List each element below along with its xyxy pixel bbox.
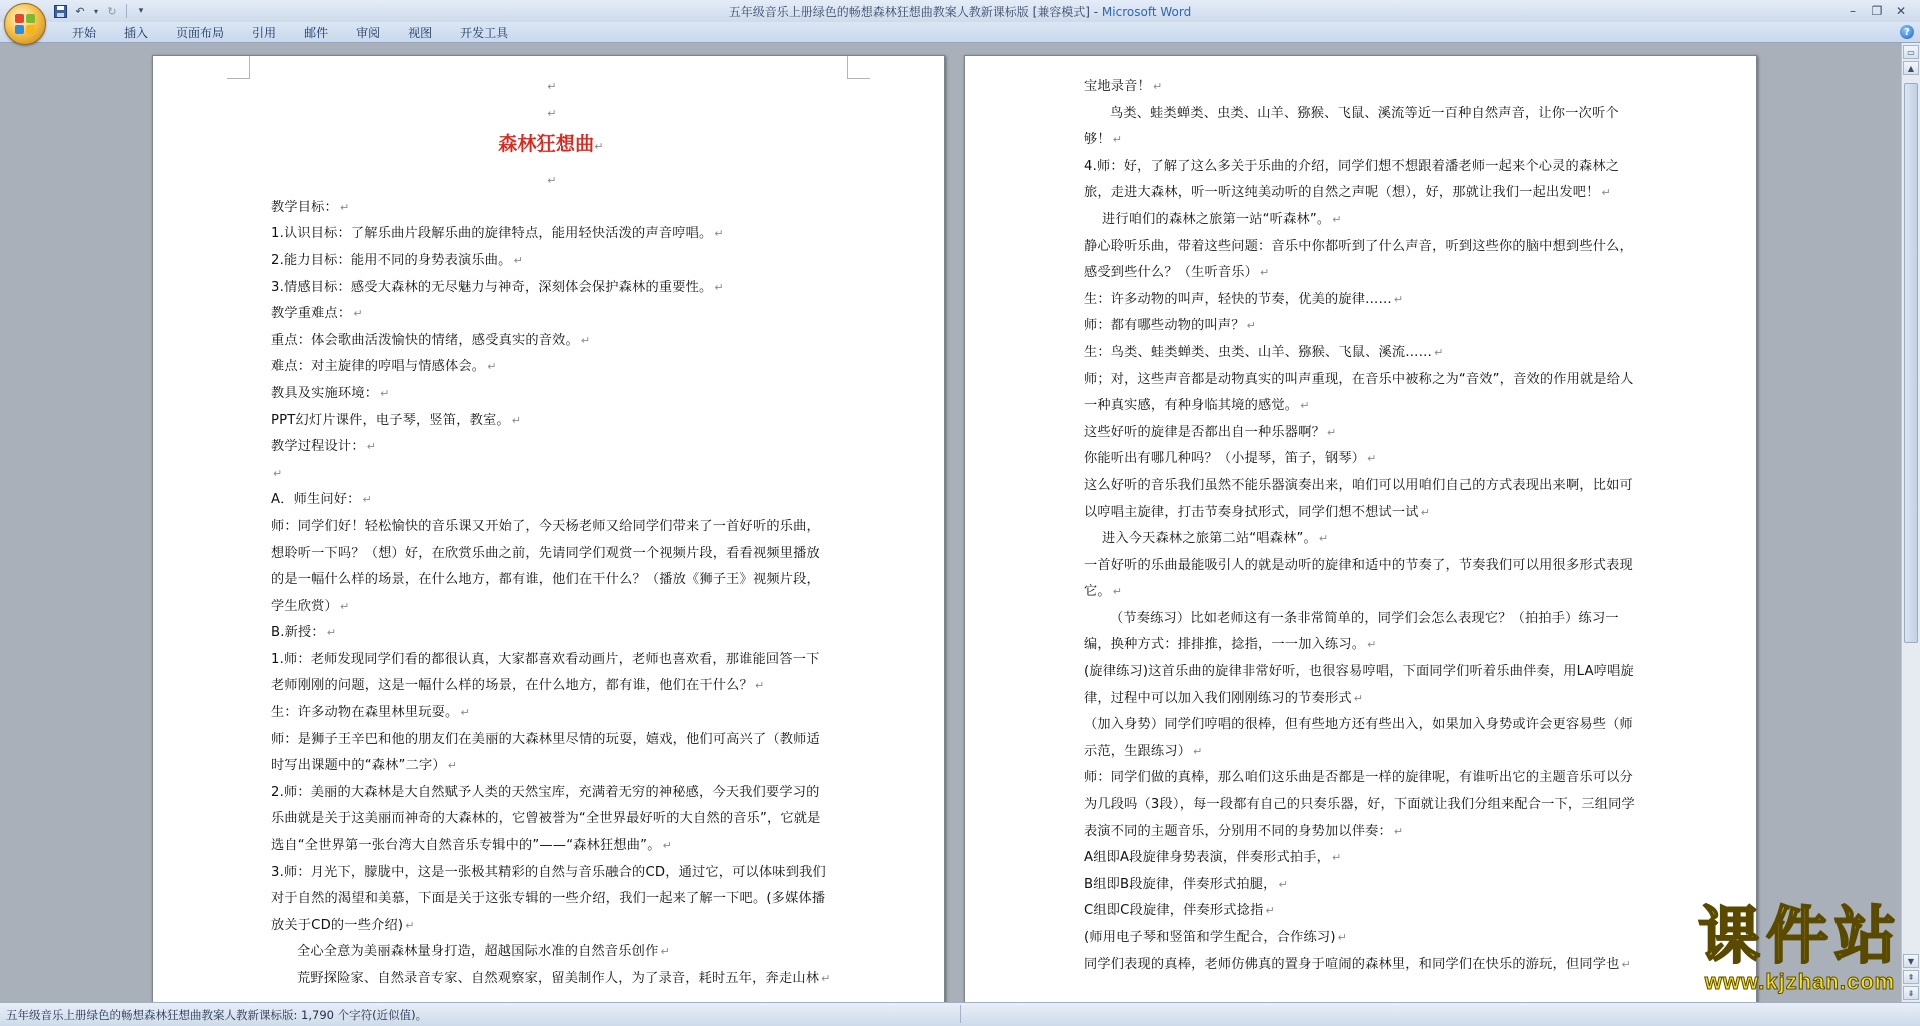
vertical-scrollbar[interactable] bbox=[1901, 43, 1920, 1002]
paragraph-text: 教学过程设计： bbox=[271, 439, 365, 455]
document-title: 五年级音乐上册绿色的畅想森林狂想曲教案人教新课标版 [兼容模式] - bbox=[728, 5, 1102, 19]
ribbon-tabs bbox=[58, 24, 522, 42]
paragraph-text: 师；对，这些声音都是动物真实的叫声重现，在音乐中被称之为“音效”，音效的作用就是给人一种真实感，有种身临其境的感觉。 bbox=[1084, 371, 1634, 414]
document-paragraph bbox=[1084, 526, 1644, 553]
paragraph-mark-icon: ↵ bbox=[326, 626, 337, 640]
office-logo-icon bbox=[15, 14, 35, 34]
paragraph-mark-icon: ↵ bbox=[821, 972, 831, 985]
paragraph-text: 鸟类、蛙类蝉类、虫类、山羊、猕猴、飞鼠、溪流等近一百种自然声音，让你一次听个够！ bbox=[1084, 105, 1619, 148]
crop-mark-top-right bbox=[847, 56, 870, 79]
paragraph-mark-icon: ↵ bbox=[1112, 585, 1123, 599]
paragraph-mark-icon: ↵ bbox=[339, 200, 350, 214]
page-right-content bbox=[1084, 74, 1644, 978]
paragraph-mark-icon: ↵ bbox=[339, 599, 350, 613]
document-paragraph bbox=[1084, 659, 1644, 712]
paragraph-mark-icon: ↵ bbox=[353, 307, 363, 321]
paragraph-mark-icon: ↵ bbox=[511, 413, 522, 427]
document-paragraph bbox=[1084, 473, 1644, 526]
document-paragraph bbox=[271, 700, 831, 727]
document-paragraph bbox=[271, 780, 831, 860]
paragraph-text: 教学目标： bbox=[271, 199, 338, 215]
paragraph-mark-icon: ↵ bbox=[1601, 186, 1611, 200]
paragraph-mark-icon: ↵ bbox=[1193, 744, 1203, 758]
paragraph-mark-icon: ↵ bbox=[1434, 345, 1444, 359]
paragraph-mark-icon: ↵ bbox=[1367, 638, 1377, 652]
paragraph-mark-icon: ↵ bbox=[1393, 292, 1404, 306]
document-paragraph bbox=[1084, 287, 1644, 314]
document-paragraph bbox=[1084, 340, 1644, 367]
paragraph-mark-icon: ↵ bbox=[1332, 212, 1342, 226]
ruler-toggle-icon[interactable]: ▭ bbox=[1903, 45, 1919, 59]
paragraph-text: 这些好听的旋律是否都出自一种乐器啊？ bbox=[1084, 424, 1325, 440]
left-paragraph-list bbox=[271, 195, 831, 993]
paragraph-mark-icon: ↵ bbox=[1265, 904, 1275, 918]
paragraph-text: 进行咱们的森林之旅第一站“听森林”。 bbox=[1102, 211, 1331, 227]
window-controls bbox=[1842, 2, 1912, 19]
document-paragraph bbox=[271, 647, 831, 700]
document-paragraph bbox=[271, 727, 831, 780]
paragraph-mark-icon: ↵ bbox=[1152, 80, 1163, 93]
minimize-button[interactable]: – bbox=[1850, 3, 1856, 18]
document-paragraph bbox=[1084, 712, 1644, 765]
tab-review[interactable]: 审阅 bbox=[356, 26, 381, 40]
scrollbar-thumb[interactable] bbox=[1904, 83, 1918, 643]
paragraph-mark-icon: ↵ bbox=[447, 759, 458, 773]
customize-qat-icon[interactable]: ▾ bbox=[138, 6, 144, 16]
document-paragraph bbox=[1084, 925, 1644, 952]
previous-page-icon[interactable]: ⇞ bbox=[1903, 970, 1919, 984]
document-paragraph bbox=[1084, 872, 1644, 899]
tab-references[interactable]: 引用 bbox=[252, 26, 277, 40]
paragraph-text: 重点：体会歌曲活泼愉快的情绪，感受真实的音效。 bbox=[271, 332, 579, 348]
paragraph-text: A组即A段旋律身势表演，伴奏形式拍手， bbox=[1084, 850, 1331, 866]
paragraph-mark-icon: ↵ bbox=[662, 839, 673, 853]
close-button[interactable]: ✕ bbox=[1895, 3, 1907, 18]
tab-developer[interactable]: 开发工具 bbox=[460, 26, 509, 40]
paragraph-mark-icon: ↵ bbox=[1260, 266, 1270, 280]
page-left-content bbox=[271, 74, 831, 993]
title-bar bbox=[0, 0, 1920, 22]
redo-icon[interactable]: ↻ bbox=[107, 4, 117, 18]
paragraph-text: C组即C段旋律，伴奏形式捻指 bbox=[1084, 903, 1264, 919]
paragraph-text: B组即B段旋律，伴奏形式拍腿， bbox=[1084, 876, 1277, 892]
paragraph-text: 生：许多动物的叫声，轻快的节奏，优美的旋律…… bbox=[1084, 291, 1392, 307]
paragraph-text: 1.认识目标：了解乐曲片段解乐曲的旋律特点，能用轻快活泼的声音哼唱。 bbox=[271, 226, 713, 242]
document-workspace bbox=[0, 43, 1902, 1002]
document-paragraph bbox=[1084, 207, 1644, 234]
paragraph-text: 师：同学们好！轻松愉快的音乐课又开始了，今天杨老师又给同学们带来了一首好听的乐曲，想聆听一下吗？（想）好，在欣赏乐曲之前，先请同学们观赏一个视频片段，看看视频里播放的是一幅什么样的场景，在什么地方，都有谁，他们在干什么？（播放《狮子王》视频片段，学生欣赏） bbox=[271, 518, 820, 614]
paragraph-text: 荒野探险家、自然录音专家、自然观察家，留美制作人，为了录音，耗时五年，奔走山林 bbox=[297, 971, 820, 986]
paragraph-text: 2.能力目标：能用不同的身势表演乐曲。 bbox=[271, 252, 512, 268]
document-paragraph bbox=[271, 328, 831, 355]
paragraph-text: 师：都有哪些动物的叫声？ bbox=[1084, 318, 1245, 334]
document-paragraph bbox=[1084, 74, 1644, 101]
tab-mailings[interactable]: 邮件 bbox=[304, 26, 329, 40]
document-paragraph bbox=[1084, 553, 1644, 606]
paragraph-text: （加入身势）同学们哼唱的很棒，但有些地方还有些出入，如果加入身势或许会更容易些（师示范，生跟练习） bbox=[1084, 717, 1633, 759]
paragraph-mark-icon: ↵ bbox=[1337, 931, 1348, 944]
document-paragraph bbox=[271, 939, 831, 966]
tab-page-layout[interactable]: 页面布局 bbox=[176, 26, 225, 40]
office-button[interactable] bbox=[4, 3, 46, 45]
paragraph-text: 一首好听的乐曲最能吸引人的就是动听的旋律和适中的节奏了，节奏我们可以用很多形式表现它。 bbox=[1084, 557, 1633, 600]
paragraph-text: 生：鸟类、蛙类蝉类、虫类、山羊、猕猴、飞鼠、溪流…… bbox=[1084, 344, 1433, 360]
paragraph-mark-icon: ↵ bbox=[1420, 505, 1431, 519]
next-page-icon[interactable]: ⇟ bbox=[1903, 986, 1919, 1000]
document-paragraph bbox=[271, 860, 831, 940]
document-paragraph bbox=[271, 434, 831, 461]
paragraph-text: 4.师：好，了解了这么多关于乐曲的介绍，同学们想不想跟着潘老师一起来个心灵的森林之旅，走进大森林，听一听这纯美动听的自然之声呢（想），好，那就让我们一起出发吧！ bbox=[1084, 158, 1620, 201]
restore-button[interactable]: ❐ bbox=[1871, 3, 1883, 18]
paragraph-mark-icon: ↵ bbox=[1300, 399, 1310, 413]
right-paragraph-list bbox=[1084, 74, 1644, 978]
document-heading: 森林狂想曲↵ bbox=[498, 133, 604, 156]
document-paragraph bbox=[271, 301, 831, 328]
paragraph-mark-icon: ↵ bbox=[362, 493, 372, 507]
paragraph-mark-icon: ↵ bbox=[714, 227, 724, 241]
paragraph-mark-icon: ↵ bbox=[580, 333, 591, 347]
paragraph-text: (旋律练习)这首乐曲的旋律非常好听，也很容易哼唱，下面同学们听着乐曲伴奏，用LA哼唱旋律，过程中可以加入我们刚刚练习的节奏形式 bbox=[1084, 664, 1634, 706]
document-paragraph bbox=[1084, 845, 1644, 872]
paragraph-mark-icon: ↵ bbox=[1326, 425, 1337, 439]
paragraph-mark-icon: ↵ bbox=[1246, 319, 1257, 333]
document-paragraph bbox=[271, 354, 831, 381]
crop-mark-top-left bbox=[227, 56, 250, 79]
paragraph-mark-icon: ↵ bbox=[1393, 824, 1404, 838]
empty-paragraph: ↵ bbox=[547, 174, 557, 188]
paragraph-text: 教具及实施环境： bbox=[271, 385, 379, 401]
paragraph-text: 生：许多动物在森里林里玩耍。 bbox=[271, 705, 459, 721]
document-paragraph bbox=[271, 248, 831, 275]
paragraph-text: 这么好听的音乐我们虽然不能乐器演奏出来，咱们可以用咱们自己的方式表现出来啊，比如可以哼唱主旋律，打击节奏身拭形式，同学们想不想试一试 bbox=[1084, 477, 1633, 520]
paragraph-mark-icon: ↵ bbox=[714, 280, 724, 294]
paragraph-text: 你能听出有哪几种吗？（小提琴，笛子，钢琴） bbox=[1084, 451, 1366, 467]
app-name: Microsoft Word bbox=[1101, 5, 1192, 19]
paragraph-text: 师：是狮子王辛巴和他的朋友们在美丽的大森林里尽情的玩耍，嬉戏，他们可高兴了（教师适时写出课题中的“森林”二字） bbox=[271, 731, 820, 774]
status-separator bbox=[960, 1005, 961, 1023]
tab-view[interactable]: 视图 bbox=[408, 26, 433, 40]
paragraph-text: 静心聆听乐曲，带着这些问题：音乐中你都听到了什么声音，听到这些你的脑中想到些什么，感受到些什么？（生听音乐） bbox=[1084, 238, 1633, 281]
document-page-right[interactable] bbox=[964, 55, 1757, 1002]
document-paragraph bbox=[271, 487, 831, 514]
document-heading-text: 森林狂想曲 bbox=[498, 133, 595, 156]
document-paragraph bbox=[271, 221, 831, 248]
document-paragraph bbox=[1084, 420, 1644, 447]
paragraph-mark-icon: ↵ bbox=[487, 360, 497, 374]
window-title bbox=[0, 3, 1920, 20]
document-paragraph bbox=[271, 195, 831, 222]
document-paragraph bbox=[1084, 154, 1644, 207]
paragraph-mark-icon: ↵ bbox=[380, 386, 390, 400]
status-text: 五年级音乐上册绿色的畅想森林狂想曲教案人教新课标版: 1,790 个字符(近似值)。 bbox=[6, 1008, 428, 1022]
document-paragraph bbox=[271, 381, 831, 408]
paragraph-mark-icon: ↵ bbox=[1621, 957, 1631, 971]
paragraph-mark-icon: ↵ bbox=[513, 253, 523, 267]
paragraph-text: 3.师：月光下，朦胧中，这是一张极其精彩的自然与音乐融合的CD，通过它，可以体味到我们对于自然的渴望和美慕，下面是关于这张专辑的一些介绍，我们一起来了解一下吧。(多媒体播放关于CD的一些介绍) bbox=[271, 864, 826, 933]
paragraph-text: 宝地录音！ bbox=[1084, 79, 1151, 94]
document-paragraph bbox=[271, 966, 831, 993]
document-paragraph bbox=[1084, 765, 1644, 845]
document-paragraph bbox=[1084, 898, 1644, 925]
paragraph-mark-icon: ↵ bbox=[1367, 452, 1377, 466]
paragraph-mark-icon: ↵ bbox=[1332, 851, 1342, 865]
paragraph-text: B.新授： bbox=[271, 625, 325, 641]
empty-paragraph: ↵ bbox=[547, 106, 557, 120]
document-paragraph bbox=[1084, 606, 1644, 659]
undo-icon[interactable]: ↶ bbox=[75, 4, 85, 18]
watermark-url: www.kjzhan.com bbox=[1704, 969, 1896, 994]
paragraph-mark-icon: ↵ bbox=[405, 918, 415, 932]
paragraph-mark-icon: ↵ bbox=[273, 466, 283, 480]
paragraph-mark-icon: ↵ bbox=[460, 706, 470, 720]
empty-paragraph: ↵ bbox=[547, 80, 557, 93]
undo-dropdown-icon[interactable]: ▾ bbox=[93, 6, 98, 16]
scroll-up-icon[interactable]: ▲ bbox=[1903, 61, 1919, 75]
paragraph-mark-icon: ↵ bbox=[660, 945, 670, 959]
document-paragraph bbox=[1084, 101, 1644, 154]
paragraph-text: 2.师：美丽的大森林是大自然赋予人类的天然宝库，充满着无穷的神秘感，今天我们要学习的乐曲就是关于这美丽而神奇的大森林的，它曾被誉为“全世界最好听的大自然的音乐”，它就是选自“全世界第一张台湾大自然音乐专辑中的”——“森林狂想曲”。 bbox=[271, 784, 821, 854]
document-paragraph bbox=[271, 461, 831, 488]
tab-insert[interactable]: 插入 bbox=[124, 26, 149, 40]
paragraph-mark-icon: ↵ bbox=[1278, 877, 1288, 891]
paragraph-mark-icon: ↵ bbox=[1318, 532, 1329, 546]
document-paragraph bbox=[271, 620, 831, 647]
paragraph-text: 师：同学们做的真棒，那么咱们这乐曲是否都是一样的旋律呢，有谁听出它的主题音乐可以分为几段吗（3段），每一段都有自己的只奏乐器，好，下面就让我们分组来配合一下，三组同学表演不同的主题音乐，分别用不同的身势加以伴奏： bbox=[1084, 770, 1635, 839]
scroll-down-icon[interactable]: ▼ bbox=[1903, 954, 1919, 968]
paragraph-text: PPT幻灯片课件，电子琴，竖笛，教室。 bbox=[271, 412, 510, 428]
paragraph-text: 1.师：老师发现同学们看的都很认真，大家都喜欢看动画片，老师也喜欢看，那谁能回答一下老师刚刚的问题，这是一幅什么样的场景，在什么地方，都有谁，他们在干什么？ bbox=[271, 651, 820, 694]
paragraph-mark-icon: ↵ bbox=[754, 679, 765, 693]
watermark-logo bbox=[1697, 899, 1902, 995]
paragraph-text: A．师生问好： bbox=[271, 492, 361, 508]
document-paragraph bbox=[271, 408, 831, 435]
document-paragraph bbox=[1084, 952, 1644, 979]
document-paragraph bbox=[1084, 234, 1644, 287]
paragraph-text: 进入今天森林之旅第二站“唱森林”。 bbox=[1102, 531, 1317, 547]
help-icon[interactable]: ? bbox=[1900, 25, 1914, 39]
status-bar bbox=[0, 1002, 1920, 1026]
paragraph-text: 教学重难点： bbox=[271, 306, 352, 322]
document-paragraph bbox=[1084, 313, 1644, 340]
paragraph-mark-icon: ↵ bbox=[1112, 133, 1123, 147]
document-paragraph bbox=[271, 275, 831, 302]
tab-home[interactable]: 开始 bbox=[72, 26, 97, 40]
paragraph-text: 难点：对主旋律的哼唱与情感体会。 bbox=[271, 359, 486, 375]
document-page-left[interactable] bbox=[152, 55, 945, 1002]
document-paragraph bbox=[1084, 446, 1644, 473]
paragraph-text: (师用电子琴和竖笛和学生配合，合作练习) bbox=[1084, 930, 1336, 945]
paragraph-mark-icon: ↵ bbox=[366, 440, 377, 454]
paragraph-mark-icon: ↵ bbox=[1353, 691, 1364, 705]
paragraph-text: 全心全意为美丽森林量身打造，超越国际水准的自然音乐创作 bbox=[297, 944, 659, 960]
paragraph-text: （节奏练习）比如老师这有一条非常简单的，同学们会怎么表现它？（拍拍手）练习一编，换种方式：排排推，捻指，一一加入练习。 bbox=[1084, 610, 1619, 653]
paragraph-text: 3.情感目标：感受大森林的无尽魅力与神奇，深刻体会保护森林的重要性。 bbox=[271, 279, 713, 295]
watermark-logo-text: 课件站 bbox=[1697, 899, 1902, 972]
ribbon-tabs-bar bbox=[0, 22, 1920, 43]
document-paragraph bbox=[271, 514, 831, 620]
paragraph-text: 同学们表现的真棒，老师仿佛真的置身于喧闹的森林里，和同学们在快乐的游玩，但同学也 bbox=[1084, 956, 1620, 972]
document-paragraph bbox=[1084, 367, 1644, 420]
